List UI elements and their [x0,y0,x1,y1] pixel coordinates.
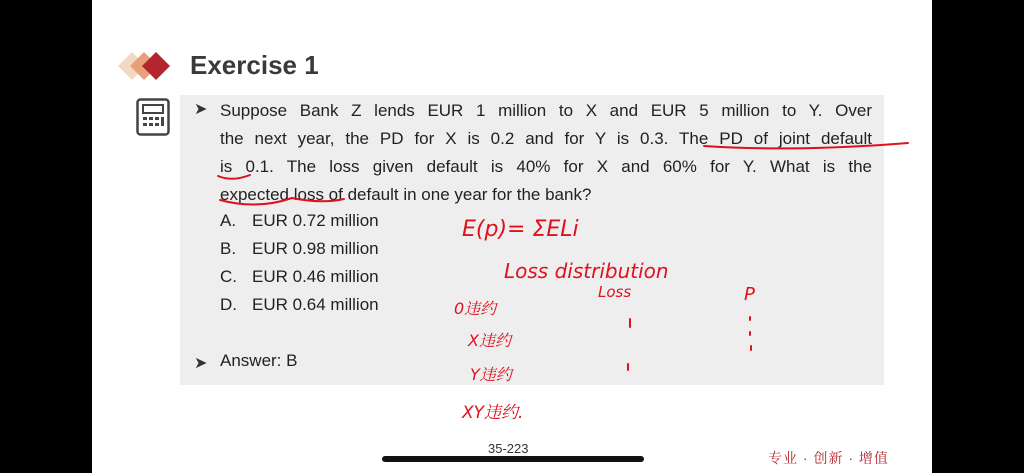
handwritten-loss-distribution: Loss distribution [504,259,669,283]
option-letter: D. [220,295,237,314]
handwritten-row-2: X违约 [468,331,511,350]
slide-title: Exercise 1 [190,50,319,80]
option-letter: C. [220,267,237,286]
answer-text: Answer: B [220,351,298,370]
handwritten-loss-column: Loss [598,283,632,301]
question-box [180,95,884,385]
handwritten-p-column: P [744,284,755,305]
diamonds-icon [118,51,176,81]
option-letter: B. [220,239,237,258]
handwritten-formula: E(p)= ΣELi [462,217,579,242]
slide [92,0,932,473]
handwritten-row-3: Y违约 [470,365,512,384]
option-text: EUR 0.72 million [252,211,379,230]
handwritten-row-4: XY违约. [462,403,524,423]
option-text: EUR 0.64 million [252,295,379,314]
option-text: EUR 0.98 million [252,239,379,258]
calculator-icon [136,98,170,136]
question-line-4: expected loss of default in one year for the bank? [220,185,592,204]
option-b [220,239,379,259]
arrow-bullet-icon: ➤ [194,355,208,372]
question-line-2: the next year, the PD for X is 0.2 and for Y is 0.3. The PD of joint default [220,129,872,148]
page-number: 35-223 [488,441,529,456]
option-letter: A. [220,211,237,230]
video-progress-bar[interactable] [382,456,644,462]
handwritten-row-1: 0违约 [454,299,497,318]
option-d [220,295,379,315]
question-line-3: is 0.1. The loss given default is 40% for X and 60% for Y. What is the [220,157,872,176]
question-text [220,97,872,209]
option-c [220,267,379,287]
question-line-1: Suppose Bank Z lends EUR 1 million to X and EUR 5 million to Y. Over [220,101,872,120]
option-a [220,211,379,231]
footer-brand: 专业 · 创新 · 增值 [768,450,889,466]
arrow-bullet-icon: ➤ [194,101,208,118]
option-text: EUR 0.46 million [252,267,379,286]
